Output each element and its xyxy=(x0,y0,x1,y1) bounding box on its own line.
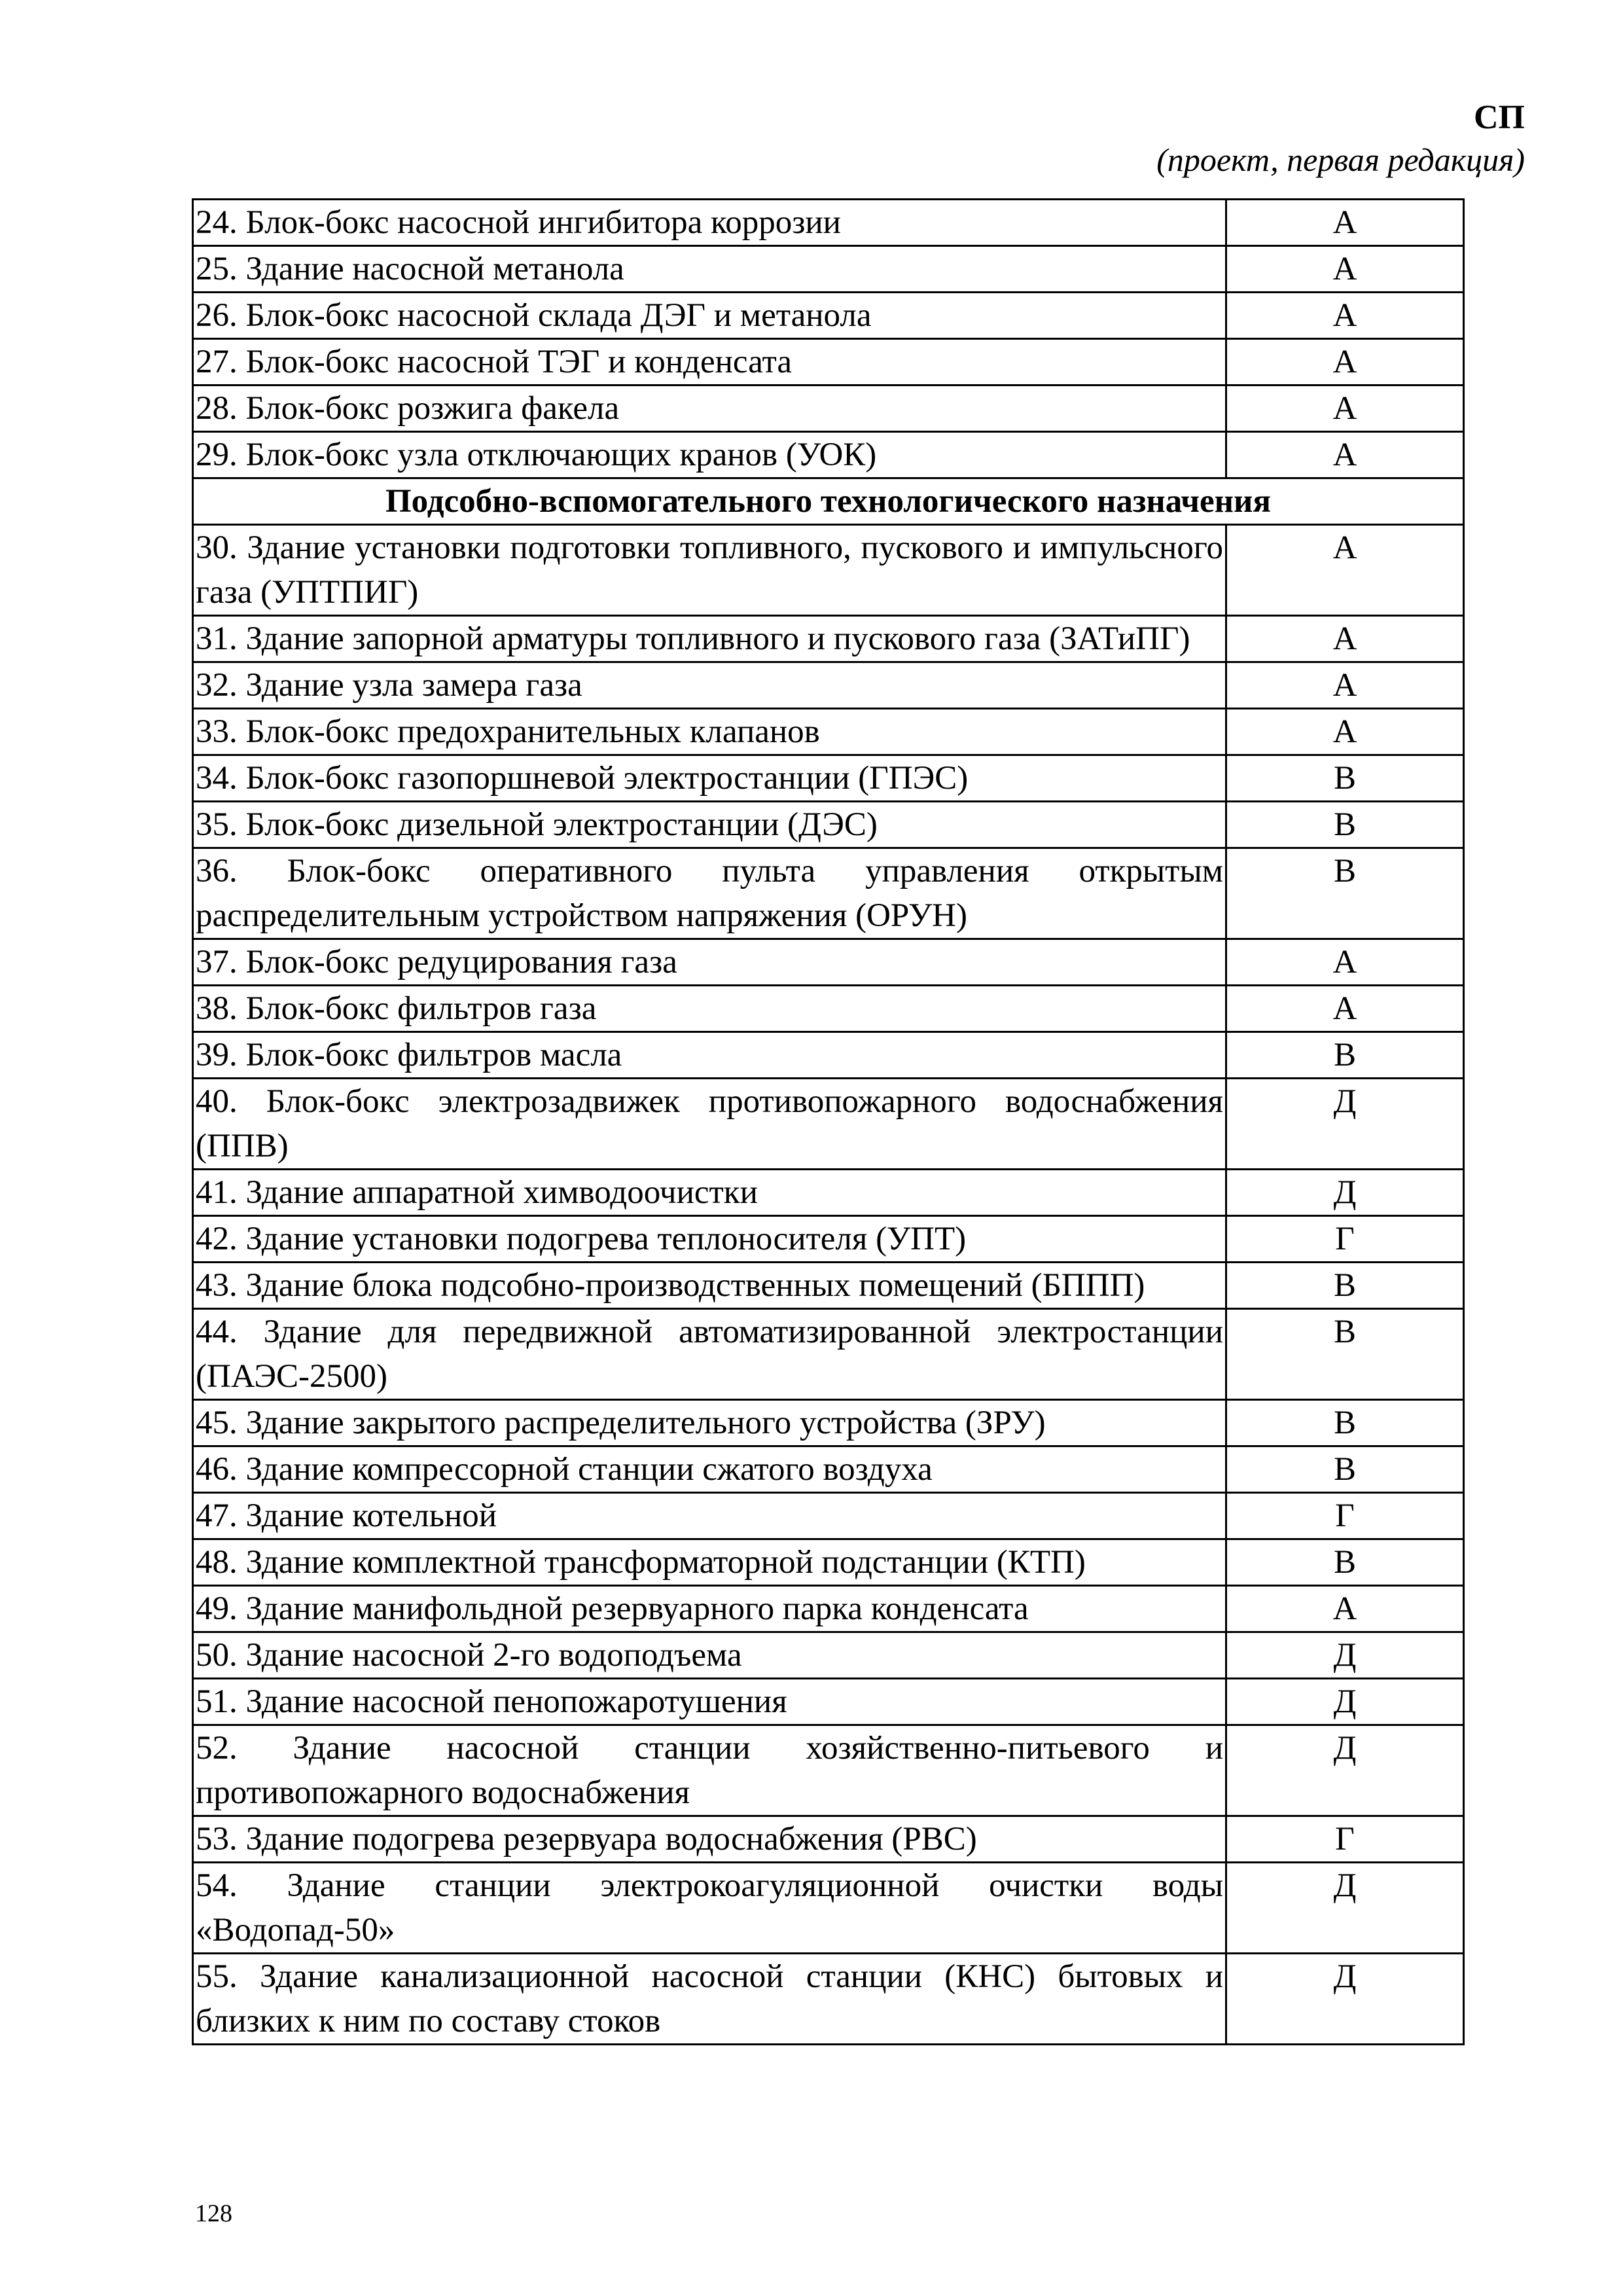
table-row xyxy=(193,200,1464,246)
category-cell: А xyxy=(1226,200,1464,246)
category-cell: Г xyxy=(1226,1493,1464,1539)
table-row xyxy=(193,1170,1464,1216)
table-row xyxy=(193,432,1464,478)
category-cell: В xyxy=(1226,1400,1464,1446)
table-row xyxy=(193,1632,1464,1679)
building-name-cell: 36. Блок-бокс оперативного пульта управления открытым распределительным устройством напряжения (ОРУН) xyxy=(193,848,1226,939)
category-cell: В xyxy=(1226,848,1464,939)
table-row xyxy=(193,525,1464,616)
building-name-cell: 24. Блок-бокс насосной ингибитора коррозии xyxy=(193,200,1226,246)
building-name-cell: 41. Здание аппаратной химводоочистки xyxy=(193,1170,1226,1216)
building-name-cell: 29. Блок-бокс узла отключающих кранов (УОК) xyxy=(193,432,1226,478)
table-row xyxy=(193,339,1464,386)
table-row xyxy=(193,662,1464,709)
table-row xyxy=(193,246,1464,293)
table-row xyxy=(193,1863,1464,1954)
category-cell: А xyxy=(1226,432,1464,478)
building-name-cell: 51. Здание насосной пенопожаротушения xyxy=(193,1679,1226,1725)
building-name-cell: 34. Блок-бокс газопоршневой электростанции (ГПЭС) xyxy=(193,755,1226,802)
table-row xyxy=(193,616,1464,662)
building-name-cell: 26. Блок-бокс насосной склада ДЭГ и метанола xyxy=(193,293,1226,339)
category-cell: А xyxy=(1226,339,1464,386)
table-row xyxy=(193,1539,1464,1586)
category-cell: В xyxy=(1226,755,1464,802)
table-row xyxy=(193,1816,1464,1863)
category-cell: Д xyxy=(1226,1679,1464,1725)
building-name-cell: 27. Блок-бокс насосной ТЭГ и конденсата xyxy=(193,339,1226,386)
table-row xyxy=(193,939,1464,986)
table-row xyxy=(193,386,1464,432)
building-name-cell: 47. Здание котельной xyxy=(193,1493,1226,1539)
table-row xyxy=(193,755,1464,802)
page-number: 128 xyxy=(195,2200,232,2227)
table-row xyxy=(193,1216,1464,1263)
building-name-cell: 35. Блок-бокс дизельной электростанции (ДЭС) xyxy=(193,802,1226,848)
building-name-cell: 55. Здание канализационной насосной станции (КНС) бытовых и близких к ним по составу стоков xyxy=(193,1954,1226,2045)
category-cell: Г xyxy=(1226,1216,1464,1263)
table-row xyxy=(193,1679,1464,1725)
table-row xyxy=(193,1263,1464,1309)
document-code: СП xyxy=(1474,99,1525,136)
table-row xyxy=(193,802,1464,848)
building-name-cell: 45. Здание закрытого распределительного устройства (ЗРУ) xyxy=(193,1400,1226,1446)
category-cell: А xyxy=(1226,386,1464,432)
category-cell: Д xyxy=(1226,1632,1464,1679)
building-name-cell: 38. Блок-бокс фильтров газа xyxy=(193,986,1226,1032)
category-cell: А xyxy=(1226,293,1464,339)
category-cell: В xyxy=(1226,1309,1464,1400)
building-category-table xyxy=(192,198,1465,2045)
building-name-cell: 50. Здание насосной 2-го водоподъема xyxy=(193,1632,1226,1679)
table-row xyxy=(193,1032,1464,1079)
category-cell: А xyxy=(1226,709,1464,755)
table-row xyxy=(193,293,1464,339)
table-body xyxy=(193,200,1464,2045)
table-row xyxy=(193,1586,1464,1632)
category-cell: Д xyxy=(1226,1170,1464,1216)
category-cell: В xyxy=(1226,1446,1464,1493)
building-name-cell: 31. Здание запорной арматуры топливного и пускового газа (ЗАТиПГ) xyxy=(193,616,1226,662)
building-name-cell: 42. Здание установки подогрева теплоносителя (УПТ) xyxy=(193,1216,1226,1263)
table-row xyxy=(193,1725,1464,1816)
building-name-cell: 48. Здание комплектной трансформаторной подстанции (КТП) xyxy=(193,1539,1226,1586)
building-name-cell: 37. Блок-бокс редуцирования газа xyxy=(193,939,1226,986)
category-cell: А xyxy=(1226,662,1464,709)
category-cell: А xyxy=(1226,246,1464,293)
table-row xyxy=(193,1446,1464,1493)
category-cell: В xyxy=(1226,1032,1464,1079)
category-cell: Д xyxy=(1226,1954,1464,2045)
category-cell: А xyxy=(1226,1586,1464,1632)
building-name-cell: 25. Здание насосной метанола xyxy=(193,246,1226,293)
building-name-cell: 39. Блок-бокс фильтров масла xyxy=(193,1032,1226,1079)
building-name-cell: 46. Здание компрессорной станции сжатого воздуха xyxy=(193,1446,1226,1493)
category-cell: Д xyxy=(1226,1863,1464,1954)
category-cell: В xyxy=(1226,802,1464,848)
building-name-cell: 49. Здание манифольдной резервуарного парка конденсата xyxy=(193,1586,1226,1632)
table-row xyxy=(193,1954,1464,2045)
category-cell: А xyxy=(1226,525,1464,616)
category-cell: Г xyxy=(1226,1816,1464,1863)
building-name-cell: 53. Здание подогрева резервуара водоснабжения (РВС) xyxy=(193,1816,1226,1863)
building-name-cell: 30. Здание установки подготовки топливного, пускового и импульсного газа (УПТПИГ) xyxy=(193,525,1226,616)
table-row xyxy=(193,1309,1464,1400)
category-cell: А xyxy=(1226,986,1464,1032)
category-cell: А xyxy=(1226,939,1464,986)
building-name-cell: 28. Блок-бокс розжига факела xyxy=(193,386,1226,432)
building-name-cell: 54. Здание станции электрокоагуляционной очистки воды «Водопад-50» xyxy=(193,1863,1226,1954)
building-name-cell: 52. Здание насосной станции хозяйственно-питьевого и противопожарного водоснабжения xyxy=(193,1725,1226,1816)
building-name-cell: 40. Блок-бокс электрозадвижек противопожарного водоснабжения (ППВ) xyxy=(193,1079,1226,1170)
building-name-cell: 32. Здание узла замера газа xyxy=(193,662,1226,709)
table-row xyxy=(193,709,1464,755)
category-cell: Д xyxy=(1226,1079,1464,1170)
section-heading: Подсобно-вспомогательного технологического назначения xyxy=(193,478,1464,525)
table-row xyxy=(193,848,1464,939)
category-cell: В xyxy=(1226,1263,1464,1309)
category-cell: Д xyxy=(1226,1725,1464,1816)
building-name-cell: 43. Здание блока подсобно-производственных помещений (БППП) xyxy=(193,1263,1226,1309)
table-row xyxy=(193,1079,1464,1170)
category-cell: В xyxy=(1226,1539,1464,1586)
building-name-cell: 33. Блок-бокс предохранительных клапанов xyxy=(193,709,1226,755)
building-name-cell: 44. Здание для передвижной автоматизированной электростанции (ПАЭС-2500) xyxy=(193,1309,1226,1400)
table-row xyxy=(193,986,1464,1032)
category-cell: А xyxy=(1226,616,1464,662)
table-row xyxy=(193,1400,1464,1446)
document-edition-note: (проект, первая редакция) xyxy=(1156,141,1525,178)
table-row xyxy=(193,1493,1464,1539)
section-row xyxy=(193,478,1464,525)
